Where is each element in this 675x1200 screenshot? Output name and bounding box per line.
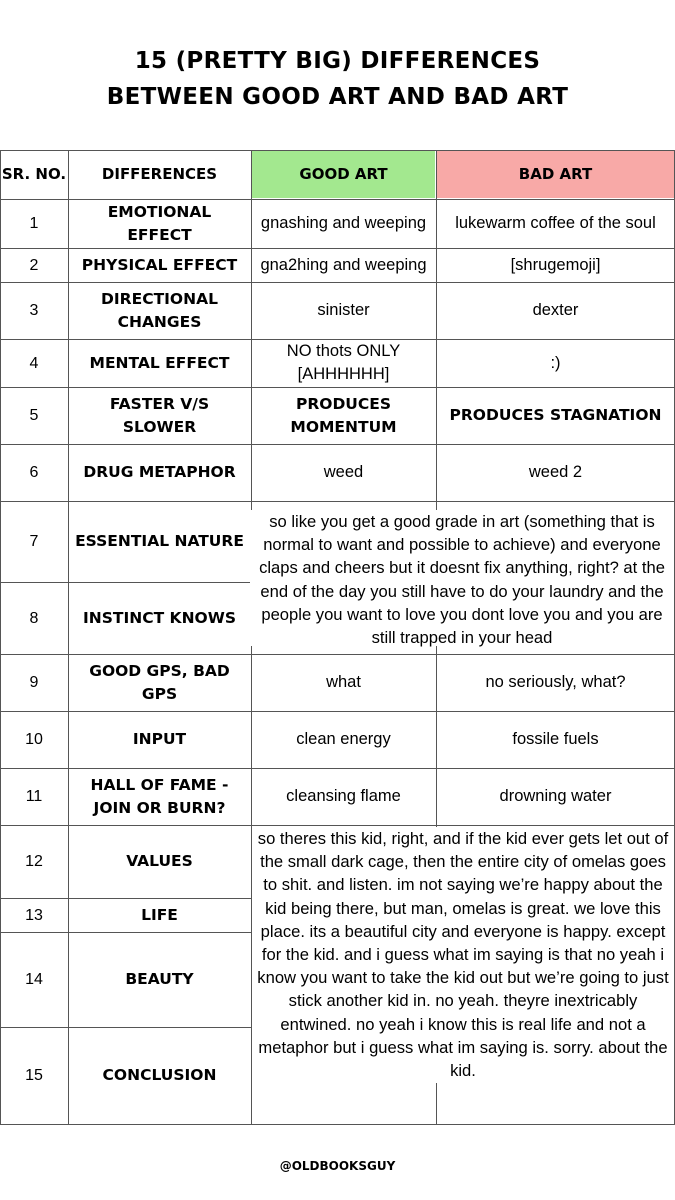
bad-art-cell: [shrugemoji] <box>510 255 601 274</box>
bad-art-cell: lukewarm coffee of the soul <box>455 214 656 232</box>
row-number: 6 <box>29 464 39 481</box>
row-difference-label: ESSENTIAL NATURE <box>75 532 244 550</box>
row-difference-label: FASTER V/S SLOWER <box>109 394 210 436</box>
good-art-cell: NO thots ONLY [AHHHHHH] <box>286 342 401 383</box>
bad-art-cell: PRODUCES STAGNATION <box>449 406 662 424</box>
overlay-paragraph-omelas: so theres this kid, right, and if the kid ever gets let out of the small dark cage, then the entire city of omelas goes to shit. and listen. im not saying we’re happy about the kid being there, but man, omelas is great. we love this place. its a beautiful city and everyone is happy. except for the kid. and i guess what im saying is that no yeah i know you want to take the kid out but we’re going to just stick another kid in. no yeah. theyre inextricably entwined. no yeah i know this is real life and not a metaphor but i guess what im saying is. sorry. about the kid. <box>252 827 674 1083</box>
good-art-cell: gnashing and weeping <box>260 214 427 232</box>
bad-art-cell: weed 2 <box>528 463 583 481</box>
footer-handle: @OLDBOOKSGUY <box>279 1159 396 1173</box>
row-number: 12 <box>25 853 43 870</box>
title-line-1: 15 (PRETTY BIG) DIFFERENCES <box>134 48 541 74</box>
good-art-cell: cleansing flame <box>286 787 401 805</box>
row-number: 8 <box>29 609 39 627</box>
row-number: 9 <box>29 674 39 691</box>
row-difference-label: INPUT <box>132 730 187 748</box>
row-difference-label: LIFE <box>141 905 178 924</box>
bad-art-cell: no seriously, what? <box>485 673 626 691</box>
title-line-2: BETWEEN GOOD ART AND BAD ART <box>106 84 569 110</box>
bad-art-cell: drowning water <box>499 787 612 805</box>
row-number: 2 <box>29 256 39 274</box>
row-difference-label: HALL OF FAME - JOIN OR BURN? <box>90 775 229 817</box>
row-difference-label: DIRECTIONAL CHANGES <box>101 289 218 331</box>
row-difference-label: CONCLUSION <box>102 1066 217 1084</box>
row-number: 15 <box>25 1067 43 1084</box>
row-number: 4 <box>29 354 39 372</box>
good-art-cell: sinister <box>317 301 370 319</box>
row-difference-label: GOOD GPS, BAD GPS <box>89 661 230 703</box>
bad-art-cell: :) <box>550 353 561 372</box>
table-column-divider <box>68 150 69 1125</box>
good-art-cell: clean energy <box>296 730 391 748</box>
header-sr-no: SR. NO. <box>1 165 67 183</box>
header-good-art: GOOD ART <box>299 165 388 183</box>
row-number: 14 <box>25 971 43 988</box>
row-difference-label: VALUES <box>126 852 193 870</box>
row-difference-label: INSTINCT KNOWS <box>83 608 236 627</box>
row-difference-label: EMOTIONAL EFFECT <box>107 202 212 244</box>
header-bad-art: BAD ART <box>518 165 593 183</box>
good-art-cell: weed <box>323 463 364 481</box>
row-number: 11 <box>25 788 43 805</box>
row-number: 7 <box>29 533 39 550</box>
row-difference-label: BEAUTY <box>125 970 194 988</box>
row-difference-label: DRUG METAPHOR <box>83 463 236 481</box>
good-art-cell: PRODUCES MOMENTUM <box>290 394 397 436</box>
good-art-cell: what <box>326 673 361 691</box>
row-number: 3 <box>29 302 39 319</box>
bad-art-cell: dexter <box>532 301 579 319</box>
bad-art-cell: fossile fuels <box>512 730 599 748</box>
good-art-cell: gna2hing and weeping <box>260 255 427 274</box>
row-difference-label: PHYSICAL EFFECT <box>81 255 238 274</box>
row-number: 13 <box>25 906 43 924</box>
header-differences: DIFFERENCES <box>101 165 218 183</box>
table-row-divider <box>0 1124 675 1125</box>
overlay-paragraph-essential-nature: so like you get a good grade in art (something that is normal to want and possible to achieve) and everyone claps and cheers but it doesnt fix anything, right? at the end of the day you still have to do your laundry and the people you want to love you dont love you and you are still trapped in your head <box>250 510 674 646</box>
row-number: 5 <box>29 407 39 424</box>
row-number: 1 <box>29 215 39 232</box>
row-difference-label: MENTAL EFFECT <box>89 353 230 372</box>
row-number: 10 <box>25 731 43 748</box>
